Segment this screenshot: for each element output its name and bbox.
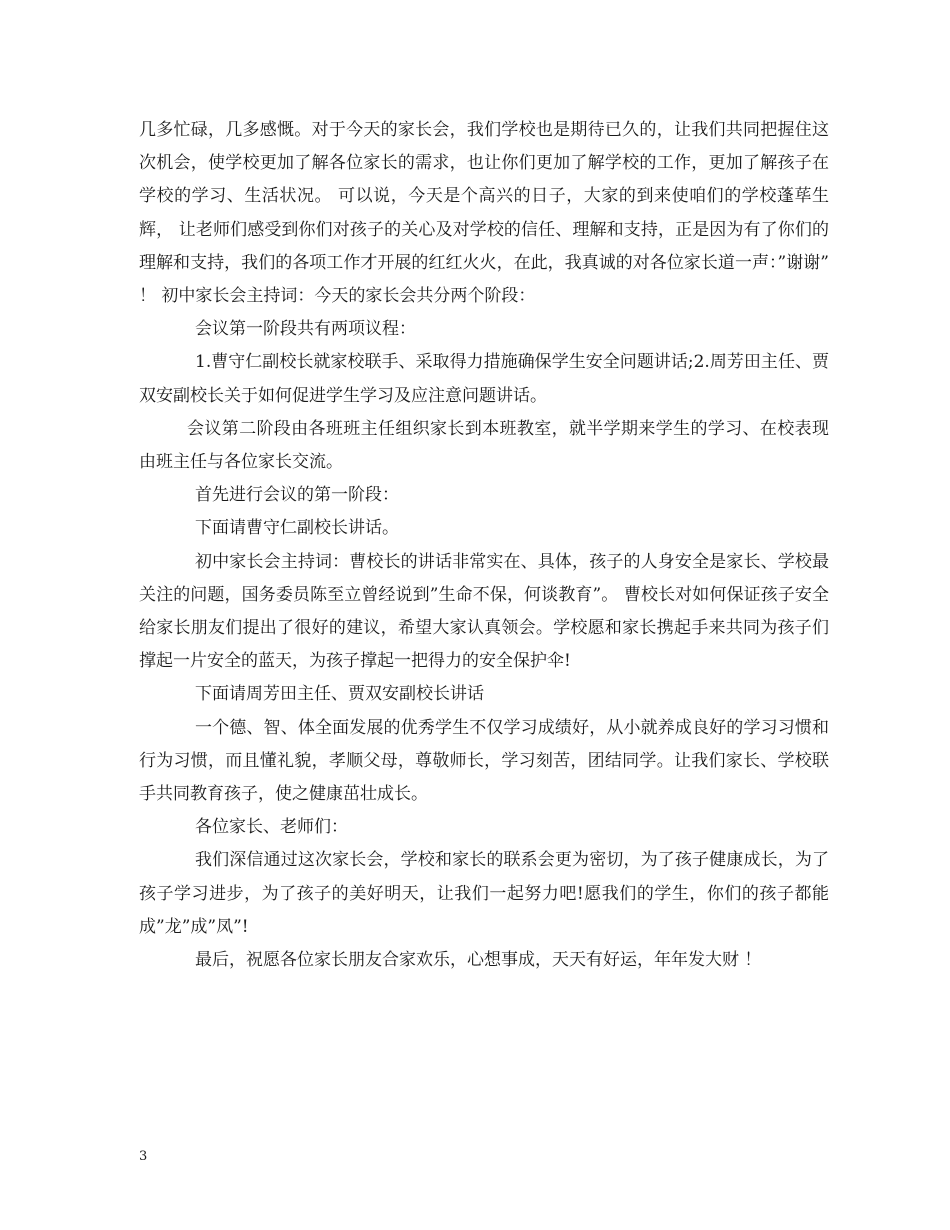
- document-body: [139, 114, 829, 977]
- paragraph-5: 首先进行会议的第一阶段：: [195, 485, 399, 506]
- paragraph-11: 我们深信通过这次家长会，学校和家长的联系会更为密切，为了孩子健康成长，为了孩子学习进步，为了孩子的美好明天，让我们一起努力吧!愿我们的学生，你们的孩子都能成”龙”成”凤”!: [139, 850, 829, 937]
- paragraph-3: 1.曹守仁副校长就家校联手、采取得力措施确保学生安全问题讲话;2.周芳田主任、贾双安副校长关于如何促进学生学习及应注意问题讲话。: [139, 352, 829, 406]
- paragraph-10: 各位家长、老师们：: [195, 817, 348, 838]
- paragraph-7: 初中家长会主持词：曹校长的讲话非常实在、具体，孩子的人身安全是家长、学校最关注的问题，国务委员陈至立曾经说到”生命不保，何谈教育”。 曹校长对如何保证孩子安全给家长朋友们提出了很好的建议，希望大家认真领会。学校愿和家长携起手来共同为孩子们撑起一片安全的蓝天，为孩子撑起一把得力的安全保护伞!: [139, 551, 829, 672]
- paragraph-4: 会议第二阶段由各班班主任组织家长到本班教室，就半学期来学生的学习、在校表现由班主任与各位家长交流。: [139, 418, 829, 473]
- paragraph-1: 几多忙碌，几多感慨。对于今天的家长会，我们学校也是期待已久的，让我们共同把握住这次机会，使学校更加了解各位家长的需求，也让你们更加了解学校的工作，更加了解孩子在学校的学习、生活状况。 可以说，今天是个高兴的日子，大家的到来使咱们的学校蓬荜生辉， 让老师们感受到你们对孩子的关心及对学校的信任、理解和支持，正是因为有了你们的理解和支持，我们的各项工作才开展的红红火火，在此，我真诚的对各位家长道一声：”谢谢” ！ 初中家长会主持词：今天的家长会共分两个阶段：: [139, 120, 829, 307]
- page-number: 3: [139, 1149, 148, 1164]
- paragraph-8: 下面请周芳田主任、贾双安副校长讲话: [195, 684, 484, 705]
- paragraph-9: 一个德、智、体全面发展的优秀学生不仅学习成绩好，从小就养成良好的学习习惯和行为习惯，而且懂礼貌，孝顺父母，尊敬师长，学习刻苦，团结同学。让我们家长、学校联手共同教育孩子，使之健康茁壮成长。: [139, 717, 829, 805]
- paragraph-2: 会议第一阶段共有两项议程：: [195, 319, 416, 340]
- paragraph-6: 下面请曹守仁副校长讲话。: [195, 518, 399, 539]
- paragraph-12: 最后，祝愿各位家长朋友合家欢乐，心想事成，天天有好运，年年发大财 ！: [195, 950, 762, 971]
